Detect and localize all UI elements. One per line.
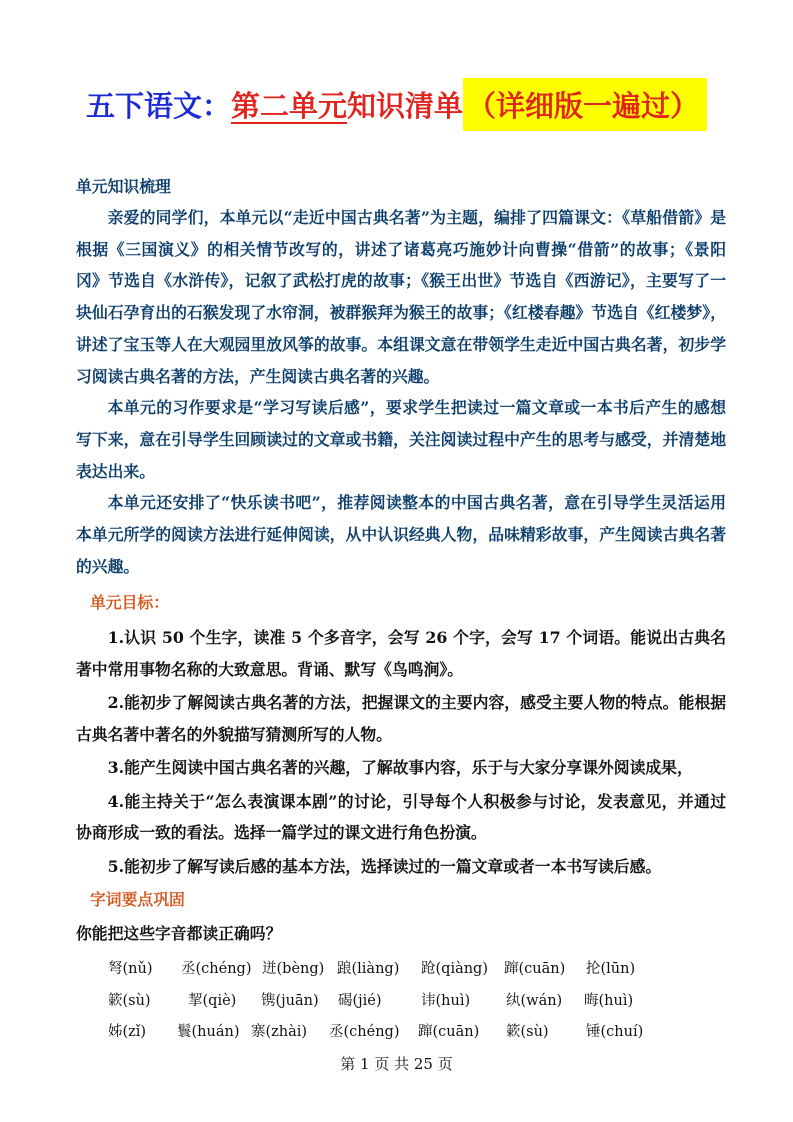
reading-paragraph: 本单元还安排了“快乐读书吧”，推荐阅读整本的中国古典名著，意在引导学生灵活运用本单元所学的阅读方法进行延伸阅读，从中认识经典人物，品味精彩故事，产生阅读古典名著的兴趣。 [76,493,726,576]
pinyin-item: 踉(liàng) [337,961,400,978]
objective-item: 5.能初步了解写读后感的基本方法，选择读过的一篇文章或者一本书写读后感。 [107,856,662,876]
pinyin-grid [76,954,726,1049]
pinyin-item: 讳(huì) [421,992,471,1009]
section-heading-vocab: 字词要点巩固 [90,890,185,910]
title-part-grade: 五下语文： [85,88,231,123]
pinyin-item: 挈(qiè) [188,992,237,1009]
pinyin-item: 蹿(cuān) [418,1024,480,1041]
pinyin-item: 寨(zhài) [251,1024,308,1041]
pinyin-row [76,986,726,1018]
objectives-list [76,622,726,882]
pinyin-item: 迸(bèng) [262,961,325,978]
title-part-unit: 第二单元 [230,88,347,123]
pinyin-item: 跄(qiàng) [421,961,488,978]
pinyin-item: 鬟(huán) [177,1024,240,1041]
title-part-highlight: （详细版一遍过） [463,78,707,131]
pinyin-item: 晦(huì) [584,992,634,1009]
document-body [76,172,726,1049]
pinyin-row [76,1017,726,1049]
pinyin-item: 锤(chuí) [586,1024,644,1041]
vocab-question: 你能把这些字音都读正确吗？ [76,924,282,944]
pinyin-item: 弩(nǔ) [108,961,153,978]
pinyin-item: 簌(sù) [506,1024,549,1041]
pinyin-item: 蹿(cuān) [504,961,566,978]
pinyin-item: 丞(chéng) [329,1024,400,1041]
objective-item: 3.能产生阅读中国古典名著的兴趣，了解故事内容，乐于与大家分享课外阅读成果， [107,758,693,778]
pinyin-item: 姊(zǐ) [108,1024,147,1041]
writing-paragraph: 本单元的习作要求是“学习写读后感”，要求学生把读过一篇文章或一本书后产生的感想写下来，意在引导学生回顾读过的文章或书籍，关注阅读过程中产生的思考与感受，并清楚地表达出来。 [76,398,726,481]
title-part-list: 知识清单 [347,88,464,123]
pinyin-item: 镌(juān) [261,992,319,1009]
section-heading-objectives: 单元目标： [90,593,169,613]
objective-item: 4.能主持关于“怎么表演课本剧”的讨论，引导每个人积极参与讨论，发表意见，并通过协商形成一致的看法。选择一篇学过的课文进行角色扮演。 [76,791,726,843]
page-number: 第 1 页 共 25 页 [340,1055,453,1073]
pinyin-item: 纨(wán) [506,992,563,1009]
document-title [0,76,793,132]
pinyin-item: 抡(lūn) [586,961,636,978]
pinyin-item: 碣(jié) [338,992,382,1009]
pinyin-row [76,954,726,986]
objective-item: 2.能初步了解阅读古典名著的方法，把握课文的主要内容，感受主要人物的特点。能根据古典名著中著名的外貌描写猜测所写的人物。 [76,693,726,744]
section-heading-overview: 单元知识梳理 [76,177,171,196]
pinyin-item: 簌(sù) [108,992,151,1009]
objective-item: 1.认识 50 个生字，读准 5 个多音字，会写 26 个字，会写 17 个词语。能说出古典名著中常用事物名称的大致意思。背诵、默写《鸟鸣涧》。 [76,628,726,679]
overview-paragraph: 亲爱的同学们，本单元以“走近中国古典名著”为主题，编排了四篇课文：《草船借箭》是根据《三国演义》的相关情节改写的，讲述了诸葛亮巧施妙计向曹操“借箭”的故事；《景阳冈》节选自《水浒传》，记叙了武松打虎的故事；《猴王出世》节选自《西游记》，主要写了一块仙石孕育出的石猴发现了水帘洞，被群猴拜为猴王的故事；《红楼春趣》节选自《红楼梦》，讲述了宝玉等人在大观园里放风筝的故事。本组课文意在带领学生走近中国古典名著，初步学习阅读古典名著的方法，产生阅读古典名著的兴趣。 [76,208,726,386]
pinyin-item: 丞(chéng) [181,961,252,978]
